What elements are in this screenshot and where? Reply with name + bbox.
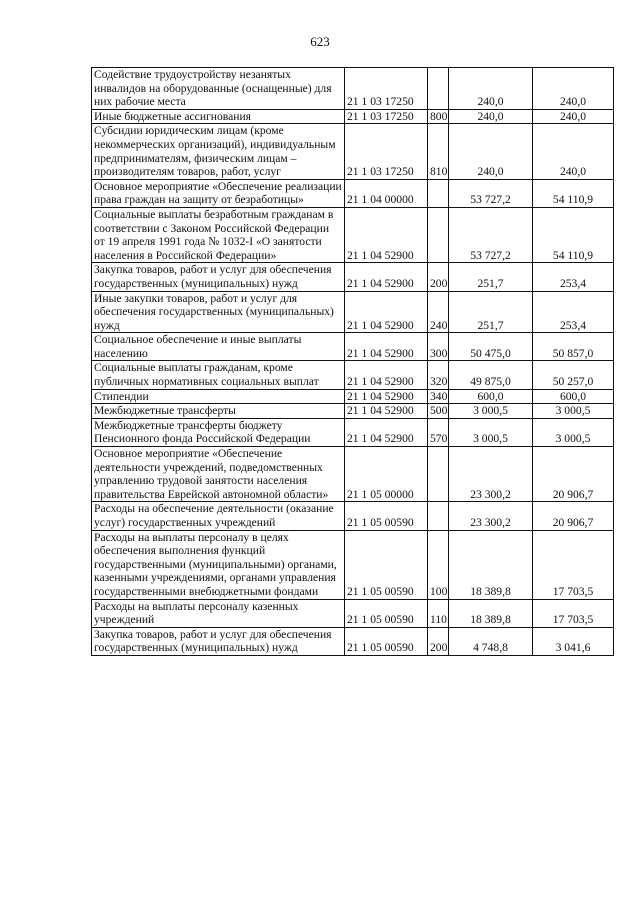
row-name: Межбюджетные трансферты — [92, 404, 345, 419]
row-code: 21 1 04 52900 — [345, 207, 428, 262]
row-value-1: 4 748,8 — [449, 627, 533, 655]
table-row — [92, 447, 614, 502]
budget-table — [91, 67, 614, 656]
row-value-2: 240,0 — [533, 124, 614, 179]
row-code: 21 1 05 00000 — [345, 447, 428, 502]
row-name: Социальные выплаты безработным гражданам в соответствии с Законом Российской Федерации от 19 апреля 1991 года № 1032-I «О занятости населения в Российской Федерации» — [92, 207, 345, 262]
row-name: Социальное обеспечение и иные выплаты населению — [92, 333, 345, 361]
row-code: 21 1 04 00000 — [345, 179, 428, 207]
row-code: 21 1 05 00590 — [345, 502, 428, 530]
row-expense-type: 300 — [428, 333, 449, 361]
row-name: Закупка товаров, работ и услуг для обеспечения государственных (муниципальных) нужд — [92, 263, 345, 291]
row-value-1: 23 300,2 — [449, 447, 533, 502]
row-value-2: 54 110,9 — [533, 207, 614, 262]
row-value-1: 251,7 — [449, 291, 533, 333]
row-value-2: 253,4 — [533, 291, 614, 333]
row-code: 21 1 03 17250 — [345, 109, 428, 124]
row-code: 21 1 05 00590 — [345, 627, 428, 655]
row-value-2: 3 041,6 — [533, 627, 614, 655]
row-name: Основное мероприятие «Обеспечение реализации права граждан на защиту от безработицы» — [92, 179, 345, 207]
row-value-2: 3 000,5 — [533, 418, 614, 446]
row-expense-type: 810 — [428, 124, 449, 179]
table-row — [92, 291, 614, 333]
table-row — [92, 404, 614, 419]
row-value-1: 53 727,2 — [449, 179, 533, 207]
row-name: Расходы на обеспечение деятельности (оказание услуг) государственных учреждений — [92, 502, 345, 530]
row-value-2: 54 110,9 — [533, 179, 614, 207]
row-value-1: 3 000,5 — [449, 418, 533, 446]
row-value-1: 251,7 — [449, 263, 533, 291]
row-value-2: 17 703,5 — [533, 530, 614, 599]
row-expense-type — [428, 179, 449, 207]
table-row — [92, 207, 614, 262]
row-code: 21 1 04 52900 — [345, 291, 428, 333]
row-expense-type: 800 — [428, 109, 449, 124]
row-name: Социальные выплаты гражданам, кроме публичных нормативных социальных выплат — [92, 361, 345, 389]
table-row — [92, 263, 614, 291]
row-code: 21 1 05 00590 — [345, 530, 428, 599]
row-expense-type — [428, 502, 449, 530]
row-code: 21 1 04 52900 — [345, 404, 428, 419]
row-value-1: 240,0 — [449, 68, 533, 110]
row-code: 21 1 04 52900 — [345, 389, 428, 404]
row-value-1: 53 727,2 — [449, 207, 533, 262]
row-value-1: 240,0 — [449, 109, 533, 124]
table-row — [92, 389, 614, 404]
row-expense-type: 320 — [428, 361, 449, 389]
row-value-2: 240,0 — [533, 68, 614, 110]
table-row — [92, 599, 614, 627]
row-code: 21 1 04 52900 — [345, 418, 428, 446]
row-value-2: 240,0 — [533, 109, 614, 124]
row-name: Содействие трудоустройству незанятых инвалидов на оборудованные (оснащенные) для них рабочие места — [92, 68, 345, 110]
row-name: Расходы на выплаты персоналу в целях обеспечения выполнения функций государственными (муниципальными) органами, казенными учреждениями, органами управления государственными внебюджетными фондами — [92, 530, 345, 599]
table-row — [92, 333, 614, 361]
table-row — [92, 418, 614, 446]
row-name: Субсидии юридическим лицам (кроме некоммерческих организаций), индивидуальным предпринимателям, физическим лицам – производителям товаров, работ, услуг — [92, 124, 345, 179]
table-row — [92, 179, 614, 207]
row-value-2: 253,4 — [533, 263, 614, 291]
row-value-2: 600,0 — [533, 389, 614, 404]
row-expense-type: 200 — [428, 627, 449, 655]
row-expense-type: 240 — [428, 291, 449, 333]
row-expense-type — [428, 447, 449, 502]
table-row — [92, 109, 614, 124]
row-expense-type — [428, 68, 449, 110]
row-value-1: 600,0 — [449, 389, 533, 404]
row-value-1: 18 389,8 — [449, 530, 533, 599]
row-expense-type: 110 — [428, 599, 449, 627]
table-row — [92, 124, 614, 179]
budget-table-body — [92, 68, 614, 656]
row-expense-type: 100 — [428, 530, 449, 599]
row-expense-type: 340 — [428, 389, 449, 404]
row-code: 21 1 03 17250 — [345, 68, 428, 110]
table-row — [92, 502, 614, 530]
row-name: Расходы на выплаты персоналу казенных учреждений — [92, 599, 345, 627]
row-code: 21 1 04 52900 — [345, 333, 428, 361]
row-value-2: 20 906,7 — [533, 502, 614, 530]
row-value-2: 17 703,5 — [533, 599, 614, 627]
row-code: 21 1 03 17250 — [345, 124, 428, 179]
row-value-1: 23 300,2 — [449, 502, 533, 530]
table-row — [92, 68, 614, 110]
row-value-2: 50 257,0 — [533, 361, 614, 389]
row-expense-type: 200 — [428, 263, 449, 291]
row-name: Иные закупки товаров, работ и услуг для обеспечения государственных (муниципальных) нужд — [92, 291, 345, 333]
row-name: Иные бюджетные ассигнования — [92, 109, 345, 124]
row-value-2: 3 000,5 — [533, 404, 614, 419]
page-number: 623 — [310, 34, 330, 49]
row-name: Основное мероприятие «Обеспечение деятельности учреждений, подведомственных управлению трудовой занятости населения правительства Еврейской автономной области» — [92, 447, 345, 502]
row-value-1: 50 475,0 — [449, 333, 533, 361]
row-name: Стипендии — [92, 389, 345, 404]
table-row — [92, 627, 614, 655]
row-value-1: 18 389,8 — [449, 599, 533, 627]
row-value-2: 50 857,0 — [533, 333, 614, 361]
row-value-2: 20 906,7 — [533, 447, 614, 502]
row-name: Закупка товаров, работ и услуг для обеспечения государственных (муниципальных) нужд — [92, 627, 345, 655]
row-value-1: 49 875,0 — [449, 361, 533, 389]
row-code: 21 1 04 52900 — [345, 361, 428, 389]
table-row — [92, 361, 614, 389]
row-expense-type — [428, 207, 449, 262]
row-value-1: 240,0 — [449, 124, 533, 179]
row-value-1: 3 000,5 — [449, 404, 533, 419]
row-expense-type: 500 — [428, 404, 449, 419]
row-expense-type: 570 — [428, 418, 449, 446]
row-name: Межбюджетные трансферты бюджету Пенсионного фонда Российской Федерации — [92, 418, 345, 446]
table-row — [92, 530, 614, 599]
row-code: 21 1 04 52900 — [345, 263, 428, 291]
row-code: 21 1 05 00590 — [345, 599, 428, 627]
